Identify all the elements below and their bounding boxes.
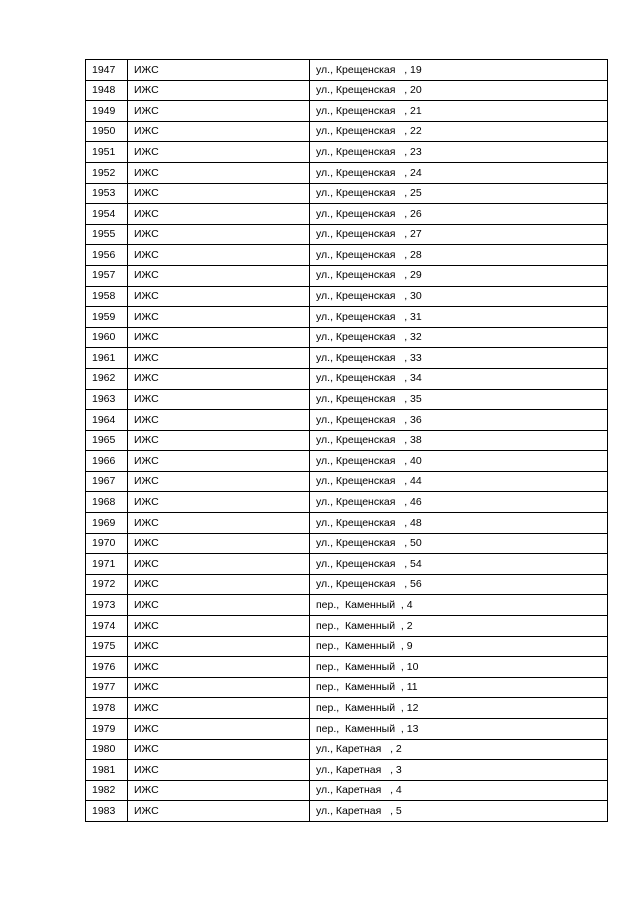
table-row [86, 307, 608, 328]
address-cell: пер., Каменный , 11 [310, 677, 608, 698]
row-number-cell: 1980 [86, 739, 128, 760]
address-cell: ул., Крещенская , 40 [310, 451, 608, 472]
address-cell: ул., Крещенская , 34 [310, 368, 608, 389]
table-row [86, 245, 608, 266]
address-cell: ул., Крещенская , 20 [310, 80, 608, 101]
use-type-cell: ИЖС [128, 204, 310, 225]
table-row [86, 801, 608, 822]
table-row [86, 162, 608, 183]
row-number-cell: 1956 [86, 245, 128, 266]
address-cell: ул., Крещенская , 35 [310, 389, 608, 410]
use-type-cell: ИЖС [128, 677, 310, 698]
use-type-cell: ИЖС [128, 471, 310, 492]
use-type-cell: ИЖС [128, 595, 310, 616]
use-type-cell: ИЖС [128, 307, 310, 328]
address-cell: ул., Каретная , 5 [310, 801, 608, 822]
row-number-cell: 1973 [86, 595, 128, 616]
use-type-cell: ИЖС [128, 224, 310, 245]
address-cell: пер., Каменный , 9 [310, 636, 608, 657]
use-type-cell: ИЖС [128, 574, 310, 595]
table-row [86, 513, 608, 534]
use-type-cell: ИЖС [128, 513, 310, 534]
use-type-cell: ИЖС [128, 533, 310, 554]
table-row [86, 595, 608, 616]
row-number-cell: 1983 [86, 801, 128, 822]
table-row [86, 183, 608, 204]
table-body [86, 60, 608, 822]
address-cell: ул., Крещенская , 32 [310, 327, 608, 348]
use-type-cell: ИЖС [128, 451, 310, 472]
row-number-cell: 1981 [86, 760, 128, 781]
address-cell: ул., Крещенская , 21 [310, 101, 608, 122]
table-row [86, 636, 608, 657]
address-cell: ул., Крещенская , 29 [310, 265, 608, 286]
row-number-cell: 1960 [86, 327, 128, 348]
row-number-cell: 1953 [86, 183, 128, 204]
row-number-cell: 1964 [86, 410, 128, 431]
row-number-cell: 1955 [86, 224, 128, 245]
address-cell: ул., Крещенская , 23 [310, 142, 608, 163]
use-type-cell: ИЖС [128, 739, 310, 760]
address-cell: ул., Крещенская , 24 [310, 162, 608, 183]
use-type-cell: ИЖС [128, 801, 310, 822]
table-row [86, 60, 608, 81]
address-cell: ул., Крещенская , 38 [310, 430, 608, 451]
address-cell: пер., Каменный , 12 [310, 698, 608, 719]
row-number-cell: 1962 [86, 368, 128, 389]
table-row [86, 739, 608, 760]
use-type-cell: ИЖС [128, 657, 310, 678]
address-cell: пер., Каменный , 4 [310, 595, 608, 616]
table-row [86, 101, 608, 122]
use-type-cell: ИЖС [128, 183, 310, 204]
address-cell: пер., Каменный , 2 [310, 616, 608, 637]
row-number-cell: 1979 [86, 719, 128, 740]
use-type-cell: ИЖС [128, 60, 310, 81]
table-row [86, 286, 608, 307]
row-number-cell: 1954 [86, 204, 128, 225]
use-type-cell: ИЖС [128, 368, 310, 389]
address-cell: ул., Крещенская , 26 [310, 204, 608, 225]
row-number-cell: 1982 [86, 780, 128, 801]
table-row [86, 698, 608, 719]
row-number-cell: 1957 [86, 265, 128, 286]
address-cell: ул., Крещенская , 31 [310, 307, 608, 328]
row-number-cell: 1959 [86, 307, 128, 328]
address-cell: ул., Крещенская , 56 [310, 574, 608, 595]
row-number-cell: 1948 [86, 80, 128, 101]
row-number-cell: 1978 [86, 698, 128, 719]
address-cell: ул., Крещенская , 50 [310, 533, 608, 554]
row-number-cell: 1951 [86, 142, 128, 163]
table-row [86, 430, 608, 451]
use-type-cell: ИЖС [128, 554, 310, 575]
table-row [86, 574, 608, 595]
table-row [86, 121, 608, 142]
use-type-cell: ИЖС [128, 121, 310, 142]
address-cell: ул., Крещенская , 30 [310, 286, 608, 307]
address-cell: ул., Крещенская , 28 [310, 245, 608, 266]
use-type-cell: ИЖС [128, 348, 310, 369]
table-row [86, 410, 608, 431]
table-row [86, 368, 608, 389]
row-number-cell: 1972 [86, 574, 128, 595]
table-row [86, 533, 608, 554]
use-type-cell: ИЖС [128, 162, 310, 183]
use-type-cell: ИЖС [128, 327, 310, 348]
table-row [86, 554, 608, 575]
use-type-cell: ИЖС [128, 698, 310, 719]
use-type-cell: ИЖС [128, 80, 310, 101]
row-number-cell: 1947 [86, 60, 128, 81]
row-number-cell: 1967 [86, 471, 128, 492]
table-row [86, 760, 608, 781]
table-row [86, 719, 608, 740]
row-number-cell: 1958 [86, 286, 128, 307]
address-cell: ул., Крещенская , 22 [310, 121, 608, 142]
address-cell: ул., Крещенская , 46 [310, 492, 608, 513]
use-type-cell: ИЖС [128, 719, 310, 740]
address-cell: пер., Каменный , 10 [310, 657, 608, 678]
row-number-cell: 1974 [86, 616, 128, 637]
table-row [86, 492, 608, 513]
table-row [86, 265, 608, 286]
address-cell: ул., Крещенская , 54 [310, 554, 608, 575]
table-row [86, 780, 608, 801]
address-cell: пер., Каменный , 13 [310, 719, 608, 740]
address-cell: ул., Крещенская , 48 [310, 513, 608, 534]
use-type-cell: ИЖС [128, 101, 310, 122]
use-type-cell: ИЖС [128, 142, 310, 163]
row-number-cell: 1949 [86, 101, 128, 122]
use-type-cell: ИЖС [128, 492, 310, 513]
row-number-cell: 1961 [86, 348, 128, 369]
address-cell: ул., Крещенская , 44 [310, 471, 608, 492]
document-page [85, 59, 607, 822]
use-type-cell: ИЖС [128, 245, 310, 266]
address-cell: ул., Крещенская , 36 [310, 410, 608, 431]
row-number-cell: 1971 [86, 554, 128, 575]
use-type-cell: ИЖС [128, 636, 310, 657]
row-number-cell: 1965 [86, 430, 128, 451]
address-cell: ул., Крещенская , 19 [310, 60, 608, 81]
use-type-cell: ИЖС [128, 780, 310, 801]
use-type-cell: ИЖС [128, 760, 310, 781]
table-row [86, 471, 608, 492]
address-cell: ул., Каретная , 2 [310, 739, 608, 760]
table-row [86, 348, 608, 369]
row-number-cell: 1970 [86, 533, 128, 554]
address-cell: ул., Каретная , 4 [310, 780, 608, 801]
property-table [85, 59, 608, 822]
use-type-cell: ИЖС [128, 410, 310, 431]
table-row [86, 80, 608, 101]
row-number-cell: 1976 [86, 657, 128, 678]
address-cell: ул., Крещенская , 33 [310, 348, 608, 369]
use-type-cell: ИЖС [128, 286, 310, 307]
row-number-cell: 1950 [86, 121, 128, 142]
address-cell: ул., Крещенская , 25 [310, 183, 608, 204]
row-number-cell: 1963 [86, 389, 128, 410]
use-type-cell: ИЖС [128, 616, 310, 637]
table-row [86, 657, 608, 678]
table-row [86, 451, 608, 472]
use-type-cell: ИЖС [128, 430, 310, 451]
address-cell: ул., Каретная , 3 [310, 760, 608, 781]
table-row [86, 142, 608, 163]
table-row [86, 389, 608, 410]
row-number-cell: 1968 [86, 492, 128, 513]
row-number-cell: 1966 [86, 451, 128, 472]
address-cell: ул., Крещенская , 27 [310, 224, 608, 245]
table-row [86, 327, 608, 348]
row-number-cell: 1975 [86, 636, 128, 657]
row-number-cell: 1952 [86, 162, 128, 183]
table-row [86, 204, 608, 225]
table-row [86, 677, 608, 698]
row-number-cell: 1969 [86, 513, 128, 534]
table-row [86, 224, 608, 245]
row-number-cell: 1977 [86, 677, 128, 698]
table-row [86, 616, 608, 637]
use-type-cell: ИЖС [128, 265, 310, 286]
use-type-cell: ИЖС [128, 389, 310, 410]
